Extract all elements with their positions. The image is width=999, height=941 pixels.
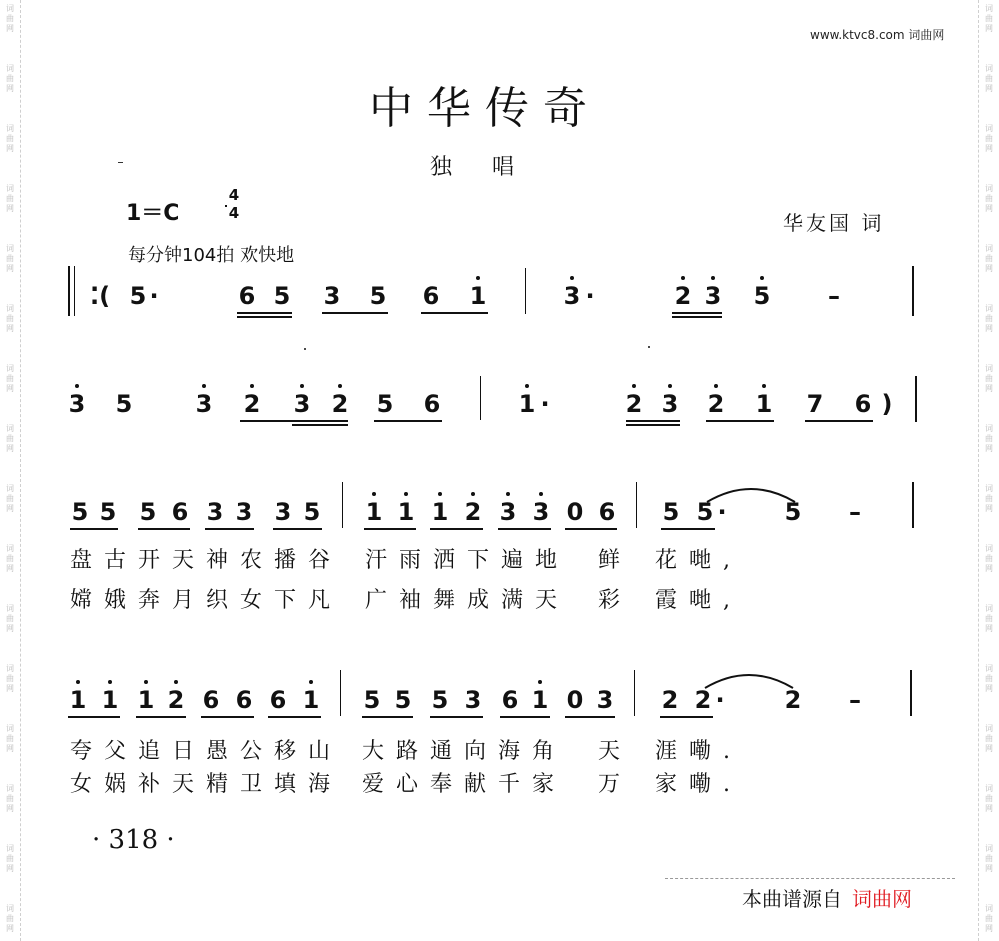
- note: 5: [369, 282, 387, 310]
- underline: [706, 420, 774, 422]
- high-dot: [76, 680, 80, 684]
- watermark-char: 曲: [6, 134, 14, 143]
- lyric-line: 汗雨洒下遍地: [365, 548, 570, 573]
- time-sig-top: 4: [228, 186, 240, 204]
- note: 3: [499, 498, 517, 526]
- note: 5: [431, 686, 449, 714]
- underline: [237, 316, 292, 318]
- underline: [138, 528, 190, 530]
- note: 3: [206, 498, 224, 526]
- note: 2: [707, 390, 725, 418]
- note: 0: [566, 686, 584, 714]
- lyric-line: 天: [598, 739, 633, 764]
- note: 1: [302, 686, 320, 714]
- underline: [500, 716, 550, 718]
- watermark-char: 网: [6, 24, 14, 33]
- watermark-char: 网: [6, 204, 14, 213]
- note: 6: [501, 686, 519, 714]
- note: 5: [376, 390, 394, 418]
- underline: [805, 420, 873, 422]
- watermark-char: 词: [6, 64, 14, 73]
- watermark-char: 词: [6, 724, 14, 733]
- note: 3: [293, 390, 311, 418]
- note: 3: [596, 686, 614, 714]
- high-dot: [404, 492, 408, 496]
- high-dot: [711, 276, 715, 280]
- watermark-char: 词: [6, 364, 14, 373]
- note: 6: [238, 282, 256, 310]
- note: –: [828, 282, 840, 310]
- watermark-char: 网: [6, 324, 14, 333]
- underline: [672, 312, 722, 314]
- watermark-char: 曲: [6, 74, 14, 83]
- watermark-char: 曲: [985, 734, 993, 743]
- note: 3: [464, 686, 482, 714]
- note: 1: [101, 686, 119, 714]
- lyric-line: 彩: [598, 588, 633, 613]
- high-dot: [338, 384, 342, 388]
- note: 5: [662, 498, 680, 526]
- watermark-char: 曲: [985, 854, 993, 863]
- watermark-char: 曲: [6, 854, 14, 863]
- watermark-char: 曲: [6, 734, 14, 743]
- time-sig-bottom: 4: [228, 204, 240, 222]
- watermark-char: 曲: [6, 374, 14, 383]
- underline: [240, 420, 348, 422]
- stray-dot: [304, 348, 306, 350]
- watermark-char: 曲: [6, 794, 14, 803]
- watermark-char: 曲: [6, 314, 14, 323]
- watermark-char: 曲: [985, 194, 993, 203]
- barline: [340, 670, 341, 716]
- underline: [430, 528, 483, 530]
- watermark-char: 词: [985, 844, 993, 853]
- high-dot: [250, 384, 254, 388]
- site-url-text: www.ktvc8.com: [810, 28, 905, 42]
- underline: [364, 528, 416, 530]
- watermark-char: 曲: [985, 614, 993, 623]
- high-dot: [714, 384, 718, 388]
- watermark-char: 网: [6, 744, 14, 753]
- note: 3: [274, 498, 292, 526]
- watermark-char: 网: [6, 444, 14, 453]
- watermark-char: 网: [985, 924, 993, 933]
- note: 3: [68, 390, 86, 418]
- lyric-line: 鲜: [598, 548, 633, 573]
- barline: [68, 266, 70, 316]
- site-brand: 词曲网: [908, 28, 945, 42]
- watermark-char: 曲: [6, 554, 14, 563]
- stray-mark: [118, 162, 123, 163]
- lyric-line: 花哋,: [655, 548, 742, 573]
- watermark-char: 曲: [985, 914, 993, 923]
- note: ·: [715, 686, 725, 714]
- watermark-char: 词: [6, 604, 14, 613]
- watermark-char: 曲: [6, 914, 14, 923]
- note: –: [849, 498, 861, 526]
- lyric-line: 万: [598, 772, 633, 797]
- note: 5: [273, 282, 291, 310]
- high-dot: [471, 492, 475, 496]
- underline: [205, 528, 254, 530]
- watermark-char: 词: [6, 844, 14, 853]
- watermark-char: 词: [6, 544, 14, 553]
- note: 1: [469, 282, 487, 310]
- note: 1: [137, 686, 155, 714]
- key-signature: 1＝C: [126, 201, 180, 226]
- barline: [480, 376, 481, 420]
- note: 5: [303, 498, 321, 526]
- note: 5: [71, 498, 89, 526]
- note: 3: [563, 282, 581, 310]
- note: 2: [243, 390, 261, 418]
- high-dot: [539, 492, 543, 496]
- watermark-char: 词: [985, 124, 993, 133]
- watermark-char: 词: [985, 184, 993, 193]
- note: 5: [115, 390, 133, 418]
- barline: [915, 376, 917, 422]
- watermark-char: 曲: [985, 374, 993, 383]
- note: 6: [202, 686, 220, 714]
- watermark-char: 网: [6, 684, 14, 693]
- note: 1: [365, 498, 383, 526]
- note: 6: [854, 390, 872, 418]
- lyric-line: 家嘞.: [655, 772, 742, 797]
- watermark-char: 曲: [985, 434, 993, 443]
- barline: [74, 266, 75, 316]
- note: 1: [755, 390, 773, 418]
- song-subtitle: 独唱: [430, 155, 555, 180]
- left-margin-watermark: [0, 0, 21, 941]
- high-dot: [174, 680, 178, 684]
- watermark-char: 词: [985, 544, 993, 553]
- watermark-char: 词: [6, 664, 14, 673]
- watermark-char: 曲: [985, 134, 993, 143]
- time-signature: [225, 186, 243, 222]
- note: 3: [661, 390, 679, 418]
- watermark-char: 曲: [985, 14, 993, 23]
- underline: [498, 528, 551, 530]
- watermark-char: 词: [985, 4, 993, 13]
- high-dot: [538, 680, 542, 684]
- underline: [362, 716, 413, 718]
- watermark-char: 曲: [6, 254, 14, 263]
- high-dot: [506, 492, 510, 496]
- note: 2: [661, 686, 679, 714]
- watermark-char: 网: [985, 684, 993, 693]
- barline: [634, 670, 635, 716]
- high-dot: [668, 384, 672, 388]
- watermark-char: 词: [985, 484, 993, 493]
- watermark-char: 曲: [985, 554, 993, 563]
- watermark-char: 网: [985, 804, 993, 813]
- watermark-char: 曲: [6, 14, 14, 23]
- note: –: [849, 686, 861, 714]
- watermark-char: 曲: [6, 194, 14, 203]
- note: 6: [598, 498, 616, 526]
- watermark-char: 网: [985, 144, 993, 153]
- repeat-sign: ⁚(: [89, 282, 111, 310]
- watermark-char: 网: [6, 264, 14, 273]
- underline: [672, 316, 722, 318]
- high-dot: [309, 680, 313, 684]
- note: 1: [431, 498, 449, 526]
- underline: [421, 312, 488, 314]
- note: 6: [269, 686, 287, 714]
- high-dot: [202, 384, 206, 388]
- lyric-line: 嫦娥奔月织女下凡: [70, 588, 343, 613]
- lyric-line: 大路通向海角: [362, 739, 567, 764]
- note: 1: [531, 686, 549, 714]
- high-dot: [438, 492, 442, 496]
- note: 6: [235, 686, 253, 714]
- watermark-char: 网: [6, 84, 14, 93]
- underline: [136, 716, 186, 718]
- watermark-char: 网: [6, 504, 14, 513]
- watermark-char: 曲: [985, 74, 993, 83]
- underline: [661, 528, 715, 530]
- watermark-char: 网: [985, 444, 993, 453]
- underline: [237, 312, 292, 314]
- barline: [910, 670, 912, 716]
- note: 5: [696, 498, 714, 526]
- watermark-char: 网: [985, 264, 993, 273]
- watermark-char: 曲: [6, 614, 14, 623]
- high-dot: [144, 680, 148, 684]
- watermark-char: 词: [985, 904, 993, 913]
- note: 1: [518, 390, 536, 418]
- watermark-char: 曲: [985, 254, 993, 263]
- high-dot: [300, 384, 304, 388]
- note: 3: [195, 390, 213, 418]
- note: ·: [585, 282, 595, 310]
- note: 5: [753, 282, 771, 310]
- watermark-char: 曲: [6, 434, 14, 443]
- underline: [68, 716, 120, 718]
- watermark-char: 曲: [985, 674, 993, 683]
- watermark-char: 曲: [985, 314, 993, 323]
- watermark-char: 网: [6, 864, 14, 873]
- watermark-char: 词: [985, 604, 993, 613]
- watermark-char: 网: [985, 744, 993, 753]
- note: 1: [69, 686, 87, 714]
- faint-strip: [665, 868, 955, 879]
- lyricist-credit: 华友国 词: [783, 211, 885, 235]
- note: 2: [625, 390, 643, 418]
- watermark-char: 词: [985, 664, 993, 673]
- note: 2: [167, 686, 185, 714]
- stray-dot: [648, 346, 650, 348]
- note: 5: [394, 686, 412, 714]
- underline: [201, 716, 254, 718]
- high-dot: [108, 680, 112, 684]
- note: 2: [674, 282, 692, 310]
- watermark-char: 网: [6, 924, 14, 933]
- watermark-char: 网: [985, 84, 993, 93]
- note: ·: [717, 498, 727, 526]
- watermark-char: 词: [6, 904, 14, 913]
- note: 6: [171, 498, 189, 526]
- lyric-line: 霞哋,: [655, 588, 742, 613]
- note: 3: [532, 498, 550, 526]
- note: 7: [806, 390, 824, 418]
- watermark-char: 词: [985, 304, 993, 313]
- watermark-char: 网: [985, 624, 993, 633]
- underline: [660, 716, 713, 718]
- note: 1: [397, 498, 415, 526]
- watermark-char: 网: [6, 384, 14, 393]
- underline: [70, 528, 118, 530]
- watermark-char: 词: [985, 784, 993, 793]
- tempo-marking: 每分钟104拍 欢快地: [128, 245, 295, 266]
- watermark-char: 网: [6, 804, 14, 813]
- high-dot: [570, 276, 574, 280]
- high-dot: [632, 384, 636, 388]
- lyric-line: 广袖舞成满天: [365, 588, 570, 613]
- high-dot: [476, 276, 480, 280]
- note: 5: [129, 282, 147, 310]
- watermark-char: 网: [985, 324, 993, 333]
- barline: [912, 266, 914, 316]
- watermark-char: 词: [985, 64, 993, 73]
- tie-slur: [707, 484, 795, 504]
- underline: [565, 716, 615, 718]
- watermark-char: 网: [985, 204, 993, 213]
- barline: [636, 482, 637, 528]
- watermark-char: 曲: [985, 494, 993, 503]
- high-dot: [681, 276, 685, 280]
- note: 2: [464, 498, 482, 526]
- watermark-char: 网: [985, 504, 993, 513]
- barline: [342, 482, 343, 528]
- watermark-char: 词: [6, 304, 14, 313]
- lyric-line: 涯嘞.: [655, 739, 742, 764]
- barline: [525, 268, 526, 314]
- footer-source: [742, 883, 912, 912]
- watermark-char: 词: [6, 124, 14, 133]
- high-dot: [372, 492, 376, 496]
- site-url[interactable]: [810, 26, 944, 43]
- high-dot: [762, 384, 766, 388]
- watermark-char: 词: [6, 4, 14, 13]
- watermark-char: 词: [6, 484, 14, 493]
- footer-source-text: 本曲谱源自: [742, 887, 842, 911]
- watermark-char: 词: [6, 184, 14, 193]
- underline: [268, 716, 321, 718]
- lyric-line: 女娲补天精卫填海: [70, 772, 343, 797]
- underline: [273, 528, 322, 530]
- note: 6: [423, 390, 441, 418]
- watermark-char: 词: [985, 424, 993, 433]
- page-number: · 318 ·: [92, 825, 175, 855]
- note: 3: [235, 498, 253, 526]
- underline: [322, 312, 388, 314]
- watermark-char: 网: [985, 864, 993, 873]
- watermark-char: 曲: [985, 794, 993, 803]
- note: 6: [422, 282, 440, 310]
- watermark-char: 网: [985, 564, 993, 573]
- note: ·: [149, 282, 159, 310]
- watermark-char: 词: [985, 364, 993, 373]
- note: 2: [331, 390, 349, 418]
- right-margin-watermark: [978, 0, 999, 941]
- watermark-char: 曲: [6, 494, 14, 503]
- tie-slur: [705, 670, 793, 690]
- watermark-char: 网: [985, 24, 993, 33]
- note: ·: [540, 390, 550, 418]
- footer-brand: 词曲网: [852, 887, 912, 911]
- underline: [626, 424, 680, 426]
- note: 5: [784, 498, 802, 526]
- high-dot: [75, 384, 79, 388]
- underline: [430, 716, 483, 718]
- watermark-char: 网: [6, 564, 14, 573]
- high-dot: [525, 384, 529, 388]
- underline: [292, 424, 348, 426]
- watermark-char: 网: [985, 384, 993, 393]
- watermark-char: 网: [6, 144, 14, 153]
- watermark-char: 词: [985, 724, 993, 733]
- lyric-line: 爱心奉献千家: [362, 772, 567, 797]
- lyric-line: 夸父追日愚公移山: [70, 739, 343, 764]
- note: 2: [784, 686, 802, 714]
- lyric-line: 盘古开天神农播谷: [70, 548, 343, 573]
- note: 5: [363, 686, 381, 714]
- high-dot: [760, 276, 764, 280]
- note: 0: [566, 498, 584, 526]
- watermark-char: 词: [6, 784, 14, 793]
- watermark-char: 词: [6, 424, 14, 433]
- note: ): [881, 390, 893, 418]
- note: 5: [139, 498, 157, 526]
- underline: [374, 420, 442, 422]
- watermark-char: 词: [6, 244, 14, 253]
- barline: [912, 482, 914, 528]
- note: 3: [323, 282, 341, 310]
- underline: [626, 420, 680, 422]
- note: 3: [704, 282, 722, 310]
- watermark-char: 词: [985, 244, 993, 253]
- watermark-char: 网: [6, 624, 14, 633]
- note: 5: [99, 498, 117, 526]
- song-title: 中华传奇: [369, 83, 601, 134]
- note: 2: [694, 686, 712, 714]
- underline: [565, 528, 617, 530]
- watermark-char: 曲: [6, 674, 14, 683]
